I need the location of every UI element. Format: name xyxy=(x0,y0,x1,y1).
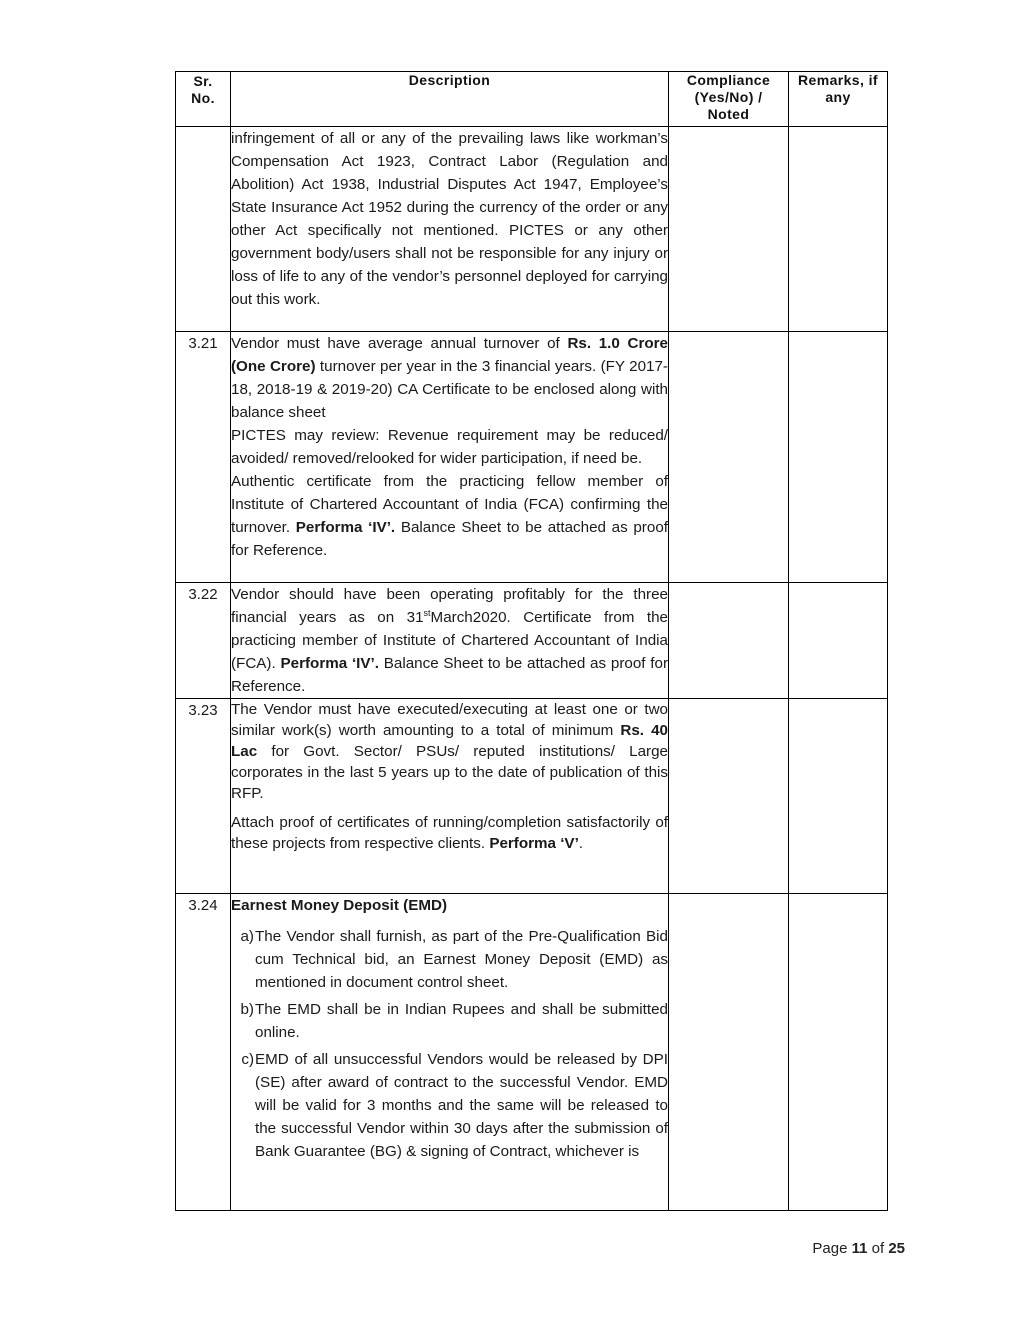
total-pages: 25 xyxy=(888,1240,905,1257)
table-row xyxy=(176,127,888,332)
text-run: Vendor should have been operating profitably for the three financial years as on 31 xyxy=(231,586,668,626)
text-run: Balance Sheet to be attached as proof for Reference. xyxy=(231,519,668,559)
remarks-cell[interactable] xyxy=(789,583,888,699)
turnover-paragraph xyxy=(231,332,668,424)
emd-title xyxy=(231,894,668,917)
list-item-text: The Vendor shall furnish, as part of the Pre-Qualification Bid cum Technical bid, an Earnest Money Deposit (EMD) as mentioned in document control sheet. xyxy=(255,928,668,991)
description-cell xyxy=(231,894,669,1211)
text-run: Balance Sheet to be attached as proof for Reference. xyxy=(231,655,668,695)
compliance-cell[interactable] xyxy=(669,894,789,1211)
text-run: March2020. Certificate from the practicing member of Institute of Chartered Accountant of India (FCA). xyxy=(231,609,668,672)
compliance-cell[interactable] xyxy=(669,583,789,699)
sr-cell: 3.21 xyxy=(176,332,231,583)
emd-list xyxy=(231,925,668,1163)
list-item xyxy=(231,925,668,994)
remarks-cell[interactable] xyxy=(789,332,888,583)
table-row xyxy=(176,583,888,699)
table-row xyxy=(176,699,888,894)
description-cell xyxy=(231,332,669,583)
sr-cell: 3.23 xyxy=(176,699,231,894)
experience-paragraph xyxy=(231,699,668,804)
text-run: for Govt. Sector/ PSUs/ reputed institutions/ Large corporates in the last 5 years up to the date of publication of this RFP. xyxy=(231,743,668,802)
review-paragraph: PICTES may review: Revenue requirement may be reduced/ avoided/ removed/relooked for wider participation, if need be. xyxy=(231,427,668,467)
header-compliance-label: Compliance (Yes/No) / Noted xyxy=(686,72,771,122)
header-sr-no xyxy=(176,72,231,127)
list-item-text: The EMD shall be in Indian Rupees and shall be submitted online. xyxy=(255,1001,668,1041)
profitability-paragraph xyxy=(231,583,668,698)
text-run: Vendor must have average annual turnover of xyxy=(231,335,568,352)
remarks-cell[interactable] xyxy=(789,127,888,332)
list-marker: c) xyxy=(241,1051,254,1068)
page-label: Page xyxy=(812,1240,848,1257)
text-run: . xyxy=(578,835,584,852)
text-run: turnover per year in the 3 financial years. (FY 2017-18, 2018-19 & 2019-20) CA Certificate to be enclosed along with balance sheet xyxy=(231,358,668,421)
work-value: Rs. 40 Lac xyxy=(231,722,668,760)
performa-ref: Performa ‘IV’. xyxy=(295,519,396,536)
description-cell xyxy=(231,127,669,332)
text-run: Authentic certificate from the practicing fellow member of Institute of Chartered Accountant of India (FCA) confirming the turnover. xyxy=(231,473,668,536)
page-number-footer xyxy=(812,1240,905,1257)
sr-cell: 3.24 xyxy=(176,894,231,1211)
header-description: Description xyxy=(231,72,669,127)
remarks-cell[interactable] xyxy=(789,699,888,894)
header-sr-no-label: Sr. No. xyxy=(191,73,215,106)
sr-cell xyxy=(176,127,231,332)
table-row xyxy=(176,894,888,1211)
compliance-cell[interactable] xyxy=(669,127,789,332)
turnover-amount: Rs. 1.0 Crore (One Crore) xyxy=(231,335,669,375)
header-remarks-label: Remarks, if any xyxy=(798,72,878,105)
list-item-text: EMD of all unsuccessful Vendors would be released by DPI (SE) after award of contract to the successful Vendor. EMD will be valid for 3 months and the same will be released to the successful Vendor within 30 days after the submission of Bank Guarantee (BG) & signing of Contract, whichever is xyxy=(255,1051,668,1160)
ordinal-suffix: st xyxy=(423,607,431,618)
remarks-cell[interactable] xyxy=(789,894,888,1211)
of-label: of xyxy=(871,1240,885,1257)
sr-cell: 3.22 xyxy=(176,583,231,699)
compliance-table xyxy=(175,71,888,1211)
certificate-paragraph xyxy=(231,470,668,562)
performa-ref: Performa ‘IV’. xyxy=(280,655,379,672)
table-row xyxy=(176,332,888,583)
description-cell xyxy=(231,699,669,894)
text-run: Attach proof of certificates of running/completion satisfactorily of these projects from respective clients. xyxy=(231,814,668,852)
compliance-cell[interactable] xyxy=(669,699,789,894)
list-marker: a) xyxy=(240,928,254,945)
list-item xyxy=(231,1048,668,1163)
text-run: The Vendor must have executed/executing at least one or two similar work(s) worth amounting to a total of minimum xyxy=(231,701,668,739)
proof-paragraph xyxy=(231,812,668,854)
emd-title-text: Earnest Money Deposit (EMD) xyxy=(231,897,448,914)
table-header-row xyxy=(176,72,888,127)
header-remarks xyxy=(789,72,888,127)
compliance-cell[interactable] xyxy=(669,332,789,583)
performa-ref: Performa ‘V’ xyxy=(489,835,579,852)
list-item xyxy=(231,998,668,1044)
header-compliance xyxy=(669,72,789,127)
continued-text: infringement of all or any of the prevailing laws like workman’s Compensation Act 1923, Contract Labor (Regulation and Abolition) Act 1938, Industrial Disputes Act 1947, Employee’s State Insurance Act 1952 during the currency of the order or any other Act specifically not mentioned. PICTES or any other government body/users shall not be responsible for any injury or loss of life to any of the vendor’s personnel deployed for carrying out this work. xyxy=(231,130,668,308)
description-cell xyxy=(231,583,669,699)
current-page: 11 xyxy=(851,1240,868,1257)
list-marker: b) xyxy=(240,1001,254,1018)
